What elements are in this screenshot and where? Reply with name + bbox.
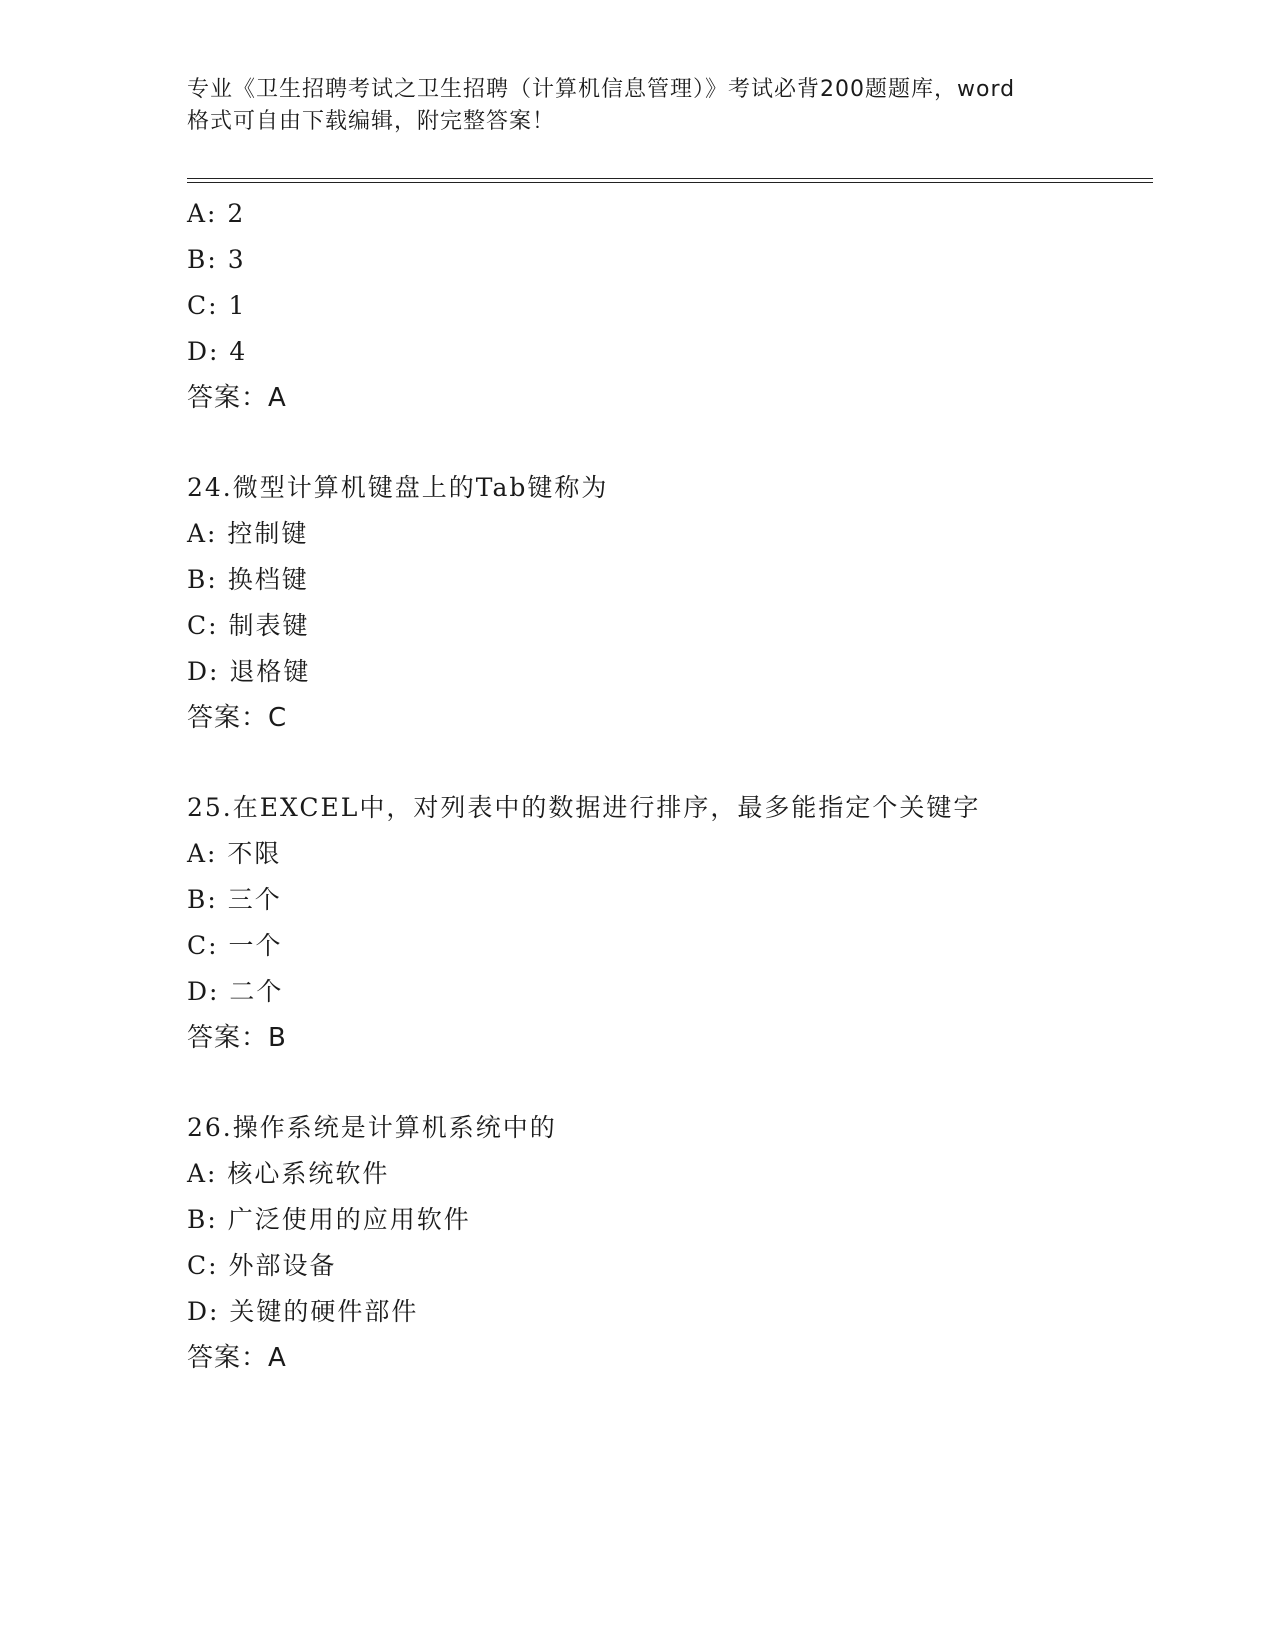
option-a: A: 不限 [187, 839, 282, 868]
header-line-1: 专业《卫生招聘考试之卫生招聘（计算机信息管理）》考试必背200题题库，word [187, 77, 1016, 102]
header-divider-top [187, 178, 1153, 179]
answer-line: 答案：B [187, 1023, 287, 1053]
option-d: D: 退格键 [187, 657, 311, 686]
option-d: D: 4 [187, 337, 248, 366]
spacer [187, 1061, 1147, 1105]
option-b: B: 换档键 [187, 565, 309, 594]
question-block-24 [187, 465, 1147, 741]
header-divider-bottom [187, 182, 1153, 183]
option-c: C: 外部设备 [187, 1251, 337, 1280]
option-b: B: 3 [187, 245, 246, 274]
option-c: C: 一个 [187, 931, 283, 960]
spacer [187, 421, 1147, 465]
option-b: B: 广泛使用的应用软件 [187, 1205, 471, 1234]
option-a: A: 控制键 [187, 519, 309, 548]
option-c: C: 1 [187, 291, 247, 320]
option-b: B: 三个 [187, 885, 282, 914]
answer-line: 答案：A [187, 1343, 287, 1373]
spacer [187, 741, 1147, 785]
option-a: A: 2 [187, 199, 246, 228]
question-stem: 26.操作系统是计算机系统中的 [187, 1113, 557, 1142]
document-header [187, 74, 1087, 138]
header-line-2: 格式可自由下载编辑，附完整答案！ [187, 109, 556, 134]
question-block-25 [187, 785, 1147, 1061]
option-a: A: 核心系统软件 [187, 1159, 390, 1188]
option-c: C: 制表键 [187, 611, 310, 640]
answer-line: 答案：A [187, 383, 287, 413]
question-block-26 [187, 1105, 1147, 1381]
question-stem: 25.在EXCEL中，对列表中的数据进行排序，最多能指定个关键字 [187, 793, 981, 822]
answer-line: 答案：C [187, 703, 288, 733]
question-block-partial [187, 191, 1147, 421]
question-list [187, 191, 1147, 1381]
option-d: D: 关键的硬件部件 [187, 1297, 419, 1326]
question-stem: 24.微型计算机键盘上的Tab键称为 [187, 473, 609, 502]
option-d: D: 二个 [187, 977, 284, 1006]
